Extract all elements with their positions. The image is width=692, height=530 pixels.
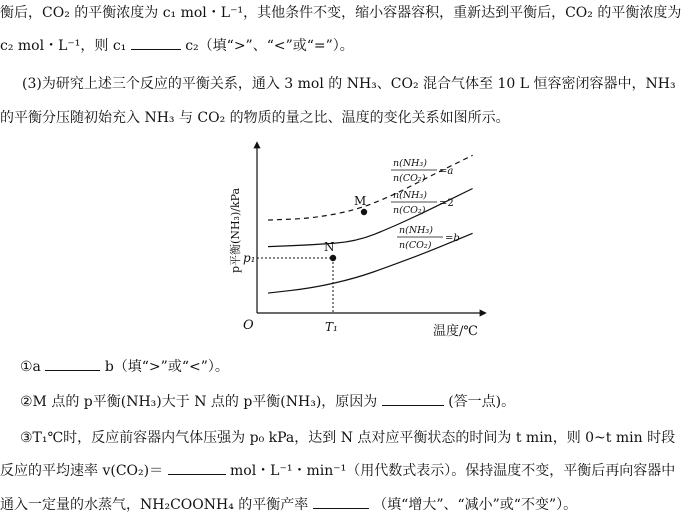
legend-b-den: n(CO₂) [399,240,432,251]
x-axis-label: 温度/℃ [433,324,478,339]
text-l2b: c₂（填“>”、“<”或“=”）。 [185,38,354,54]
question-3-line-1 [20,429,675,447]
text-l4: 的平衡分压随初始充入 NH₃ 与 CO₂ 的物质的量之比、温度的变化关系如图所示。 [0,110,510,126]
text-q1a: ①a [20,359,41,375]
text-line-2 [0,37,354,55]
legend-b [397,225,460,251]
text-l3: (3)为研究上述三个反应的平衡关系，通入 3 mol 的 NH₃、CO₂ 混合气体至 10 L 恒容密闭容器中，NH₃ [22,76,676,92]
point-m [361,209,367,215]
x-tick-t1: T₁ [325,320,338,334]
text-q2a: ②M 点的 p平衡(NH₃)大于 N 点的 p平衡(NH₃)，原因为 [20,394,378,410]
answer-blank-c1-c2[interactable] [131,37,181,50]
origin-label: O [243,318,254,333]
chart [215,135,495,347]
legend-2-num: n(NH₃) [393,190,427,201]
question-3-line-2 [0,462,675,480]
point-n [330,255,336,261]
text-line-4 [0,109,510,127]
legend-a-suffix: =a [439,166,454,177]
point-n-label: N [324,240,335,254]
text-q5a: 通入一定量的水蒸气，NH₂COONH₄ 的平衡产率 [0,497,309,513]
text-q1b: b（填“>”或“<”）。 [104,359,229,375]
text-q4b: mol・L⁻¹・min⁻¹（用代数式表示）。保持温度不变，平衡后再向容器中 [230,463,676,479]
curve-b [268,233,473,293]
question-2 [20,393,515,411]
point-m-label: M [354,194,367,208]
answer-blank-q1[interactable] [45,358,100,371]
answer-blank-rate[interactable] [168,462,226,475]
text-q3: ③T₁℃时，反应前容器内气体压强为 p₀ kPa，达到 N 点对应平衡状态的时间为 t min，则 0~t min 时段 [20,430,676,446]
legend-a-den: n(CO₂) [393,173,426,184]
text-line-1 [0,4,681,22]
curve-a [268,155,473,220]
text-l2a: c₂ mol・L⁻¹，则 c₁ [0,38,127,54]
question-1 [20,358,229,376]
legend-2-suffix: =2 [439,198,454,209]
legend-a [391,158,453,184]
legend-b-num: n(NH₃) [399,225,433,236]
text-q5b: （填“增大”、“减小”或“不变”）。 [373,497,578,513]
answer-blank-q2[interactable] [382,393,444,406]
text-l1: 衡后，CO₂ 的平衡浓度为 c₁ mol・L⁻¹，其他条件不变，缩小容器容积，重新达到平衡后，CO₂ 的平衡浓度为 [0,5,682,21]
text-line-3 [22,75,676,93]
question-3-line-3 [0,496,577,514]
text-q4a: 反应的平均速率 v(CO₂)＝ [0,463,164,479]
text-q2b: (答一点)。 [448,394,516,410]
y-tick-p1: p₁ [243,251,256,265]
legend-a-num: n(NH₃) [393,158,427,169]
y-axis-label: p平衡(NH₃)/kPa [229,187,242,273]
legend-2 [391,190,454,216]
legend-2-den: n(CO₂) [393,205,426,216]
answer-blank-yield[interactable] [313,496,369,509]
legend-b-suffix: =b [445,233,460,244]
